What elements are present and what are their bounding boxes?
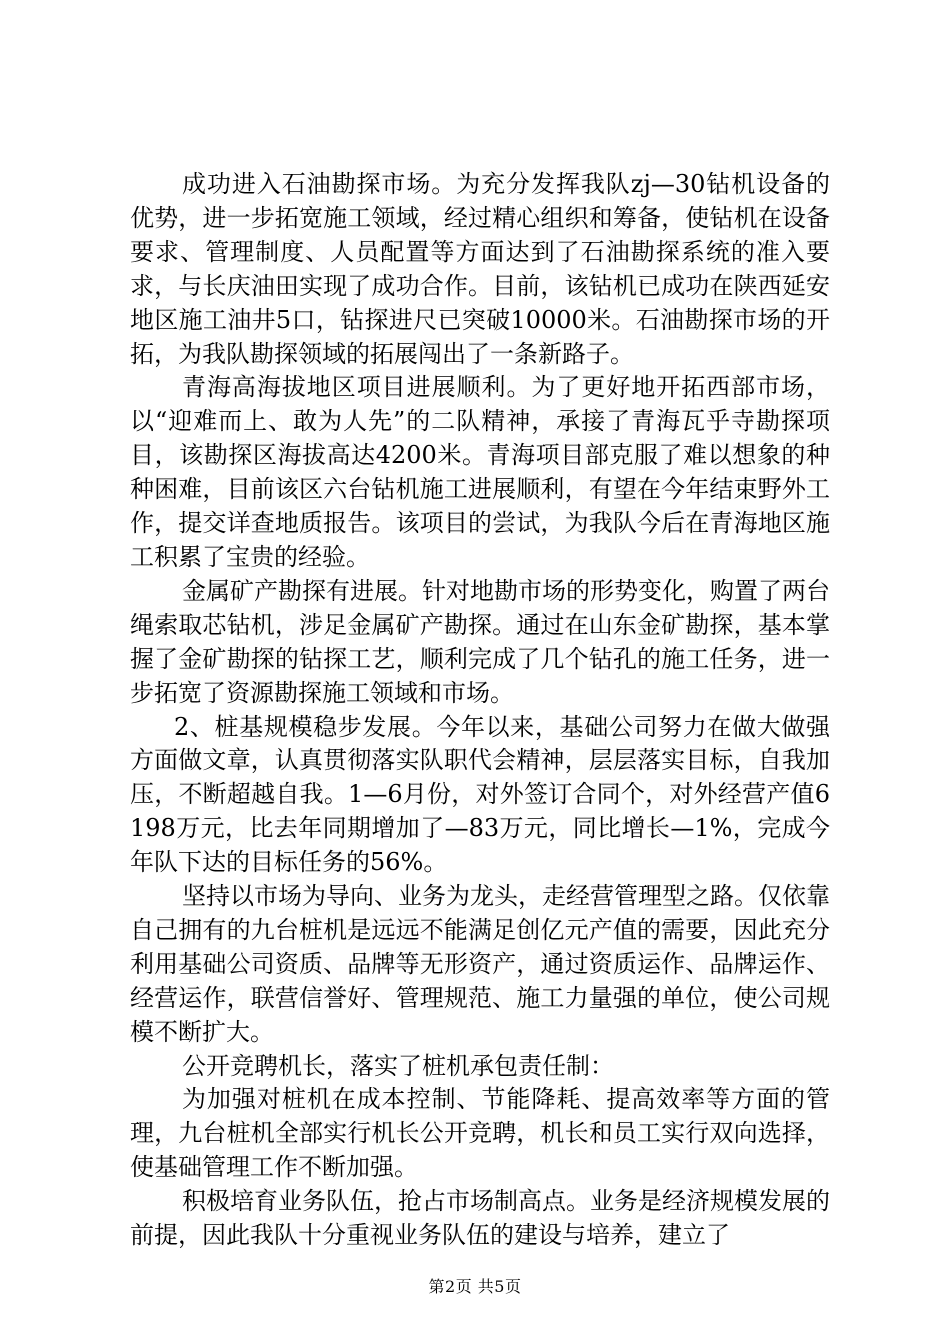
paragraph-market-oriented: 坚持以市场为导向、业务为龙头，走经营管理型之路。仅依靠自己拥有的九台桩机是远远不能满足创亿元产值的需要，因此充分利用基础公司资质、品牌等无形资产，通过资质运作、品牌运作、经营运作，联营信誉好、管理规范、施工力量强的单位，使公司规模不断扩大。 <box>130 882 830 1046</box>
paragraph-metal-mineral: 金属矿产勘探有进展。针对地勘市场的形势变化，购置了两台绳索取芯钻机，涉足金属矿产勘探。通过在山东金矿勘探，基本掌握了金矿勘探的钻探工艺，顺利完成了几个钻孔的施工任务，进一步拓宽了资源勘探施工领域和市场。 <box>130 576 830 707</box>
paragraph-business-team: 积极培育业务队伍，抢占市场制高点。业务是经济规模发展的前提，因此我队十分重视业务队伍的建设与培养，建立了 <box>130 1187 830 1250</box>
paragraph-management: 为加强对桩机在成本控制、节能降耗、提高效率等方面的管理，九台桩机全部实行机长公开竞聘，机长和员工实行双向选择，使基础管理工作不断加强。 <box>130 1085 830 1182</box>
document-body <box>130 168 830 1253</box>
paragraph-oil-exploration: 成功进入石油勘探市场。为充分发挥我队zj—30钻机设备的优势，进一步拓宽施工领域，经过精心组织和筹备，使钻机在设备要求、管理制度、人员配置等方面达到了石油勘探系统的准入要求，与长庆油田实现了成功合作。目前，该钻机已成功在陕西延安地区施工油井5口，钻探进尺已突破10000米。石油勘探市场的开拓，为我队勘探领域的拓展闯出了一条新路子。 <box>130 170 830 368</box>
paragraph-pile-foundation: 2、桩基规模稳步发展。今年以来，基础公司努力在做大做强方面做文章，认真贯彻落实队职代会精神，层层落实目标，自我加压，不断超越自我。1—6月份，对外签订合同个，对外经营产值6198万元，比去年同期增加了—83万元，同比增长—1%，完成今年队下达的目标任务的56%。 <box>130 712 830 877</box>
paragraph-qinghai-project: 青海高海拔地区项目进展顺利。为了更好地开拓西部市场，以“迎难而上、敢为人先”的二队精神，承接了青海瓦乎寺勘探项目，该勘探区海拔高达4200米。青海项目部克服了难以想象的种种困难，目前该区六台钻机施工进展顺利，有望在今年结束野外工作，提交详查地质报告。该项目的尝试，为我队今后在青海地区施工积累了宝贵的经验。 <box>130 373 830 571</box>
page-footer: 第2页 共5页 <box>428 1277 522 1296</box>
paragraph-open-recruitment: 公开竞聘机长，落实了桩机承包责任制： <box>182 1051 614 1080</box>
